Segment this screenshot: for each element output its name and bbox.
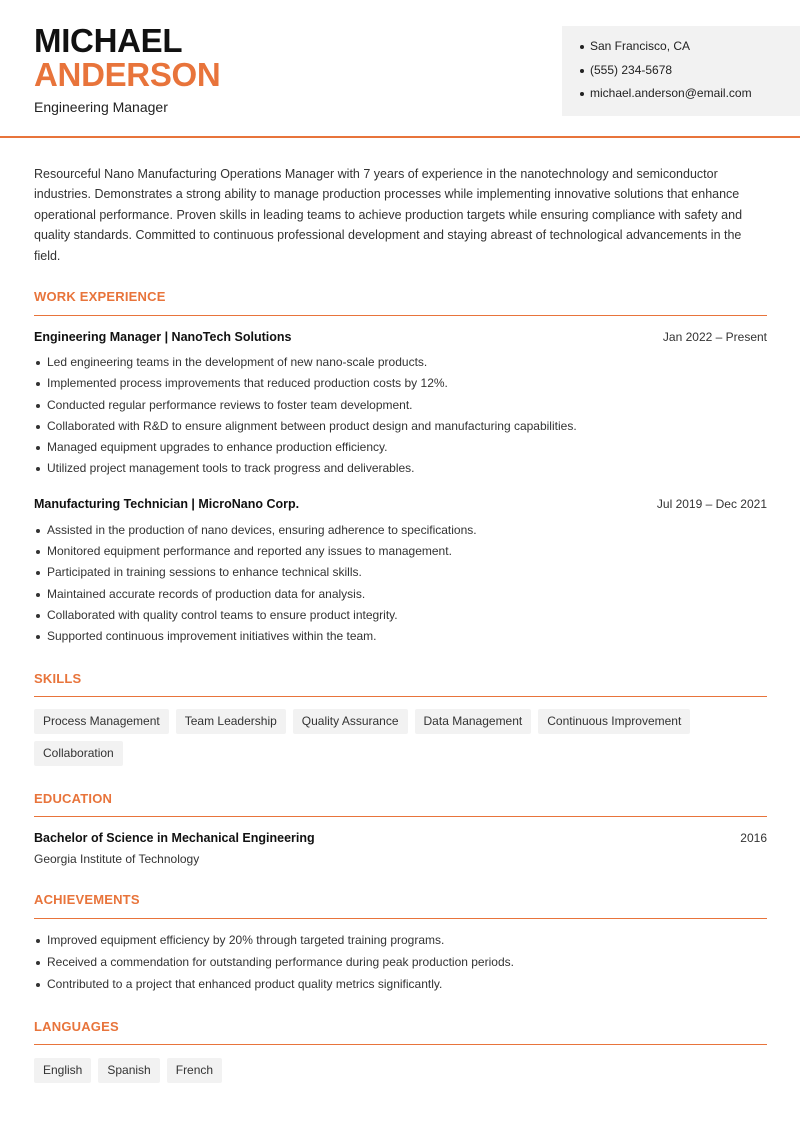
job-role: Engineering Manager | NanoTech Solutions (34, 330, 292, 344)
job-header (34, 330, 767, 344)
contact-list (580, 38, 752, 109)
job-dates: Jul 2019 – Dec 2021 (656, 497, 767, 511)
education-degree: Bachelor of Science in Mechanical Engineering (34, 831, 315, 845)
resume-header (0, 0, 800, 138)
job-bullets (34, 523, 767, 650)
list-item: Received a commendation for outstanding performance during peak production periods. (34, 955, 767, 977)
list-item: Participated in training sessions to enhance technical skills. (34, 565, 767, 586)
contact-location: San Francisco, CA (580, 38, 752, 62)
achievements-list (34, 933, 767, 999)
skills-tags (34, 709, 767, 773)
professional-summary: Resourceful Nano Manufacturing Operations Manager with 7 years of experience in the nanotechnology and semiconductor industries. Demonstrates a strong ability to manage production processes while implementing innovative solutions that enhance operational performance. Proven skills in leading teams to achieve production targets while ensuring compliance with safety and quality standards. Committed to continuous professional development and staying abreast of technological advancements in the field. (34, 167, 743, 263)
job-bullets (34, 355, 767, 483)
section-title-education: EDUCATION (34, 791, 113, 806)
list-item: Contributed to a project that enhanced product quality metrics significantly. (34, 977, 767, 999)
job-title: Engineering Manager (34, 99, 168, 115)
list-item: Implemented process improvements that reduced production costs by 12%. (34, 376, 767, 397)
contact-box (562, 26, 800, 116)
section-divider (34, 1044, 767, 1045)
list-item: Assisted in the production of nano devices, ensuring adherence to specifications. (34, 523, 767, 544)
education-school: Georgia Institute of Technology (34, 852, 200, 866)
skill-tag: Quality Assurance (293, 709, 408, 734)
list-item: Collaborated with R&D to ensure alignment between product design and manufacturing capabilities. (34, 419, 767, 440)
list-item: Maintained accurate records of production data for analysis. (34, 587, 767, 608)
contact-phone: (555) 234-5678 (580, 62, 752, 86)
list-item: Supported continuous improvement initiatives within the team. (34, 629, 767, 650)
section-divider (34, 918, 767, 919)
section-title-work-experience: WORK EXPERIENCE (34, 289, 166, 304)
section-title-skills: SKILLS (34, 671, 82, 686)
list-item: Utilized project management tools to track progress and deliverables. (34, 461, 767, 482)
job-dates: Jan 2022 – Present (662, 330, 767, 344)
skill-tag: Data Management (415, 709, 532, 734)
language-tag: Spanish (98, 1058, 159, 1083)
list-item: Conducted regular performance reviews to foster team development. (34, 398, 767, 419)
last-name: ANDERSON (34, 56, 221, 93)
skill-tag: Team Leadership (176, 709, 286, 734)
languages-tags (34, 1058, 767, 1090)
list-item: Improved equipment efficiency by 20% through targeted training programs. (34, 933, 767, 955)
section-divider (34, 315, 767, 316)
list-item: Monitored equipment performance and reported any issues to management. (34, 544, 767, 565)
job-header (34, 497, 767, 511)
list-item: Collaborated with quality control teams to ensure product integrity. (34, 608, 767, 629)
contact-email[interactable]: michael.anderson@email.com (580, 85, 752, 109)
education-year: 2016 (740, 831, 767, 845)
job-role: Manufacturing Technician | MicroNano Corp. (34, 497, 300, 511)
first-name: MICHAEL (34, 22, 183, 59)
language-tag: French (167, 1058, 222, 1083)
skill-tag: Collaboration (34, 741, 123, 766)
section-title-achievements: ACHIEVEMENTS (34, 892, 140, 907)
list-item: Managed equipment upgrades to enhance production efficiency. (34, 440, 767, 461)
section-divider (34, 816, 767, 817)
list-item: Led engineering teams in the development of new nano-scale products. (34, 355, 767, 376)
section-divider (34, 696, 767, 697)
skill-tag: Continuous Improvement (538, 709, 690, 734)
language-tag: English (34, 1058, 91, 1083)
section-title-languages: LANGUAGES (34, 1019, 119, 1034)
skill-tag: Process Management (34, 709, 169, 734)
